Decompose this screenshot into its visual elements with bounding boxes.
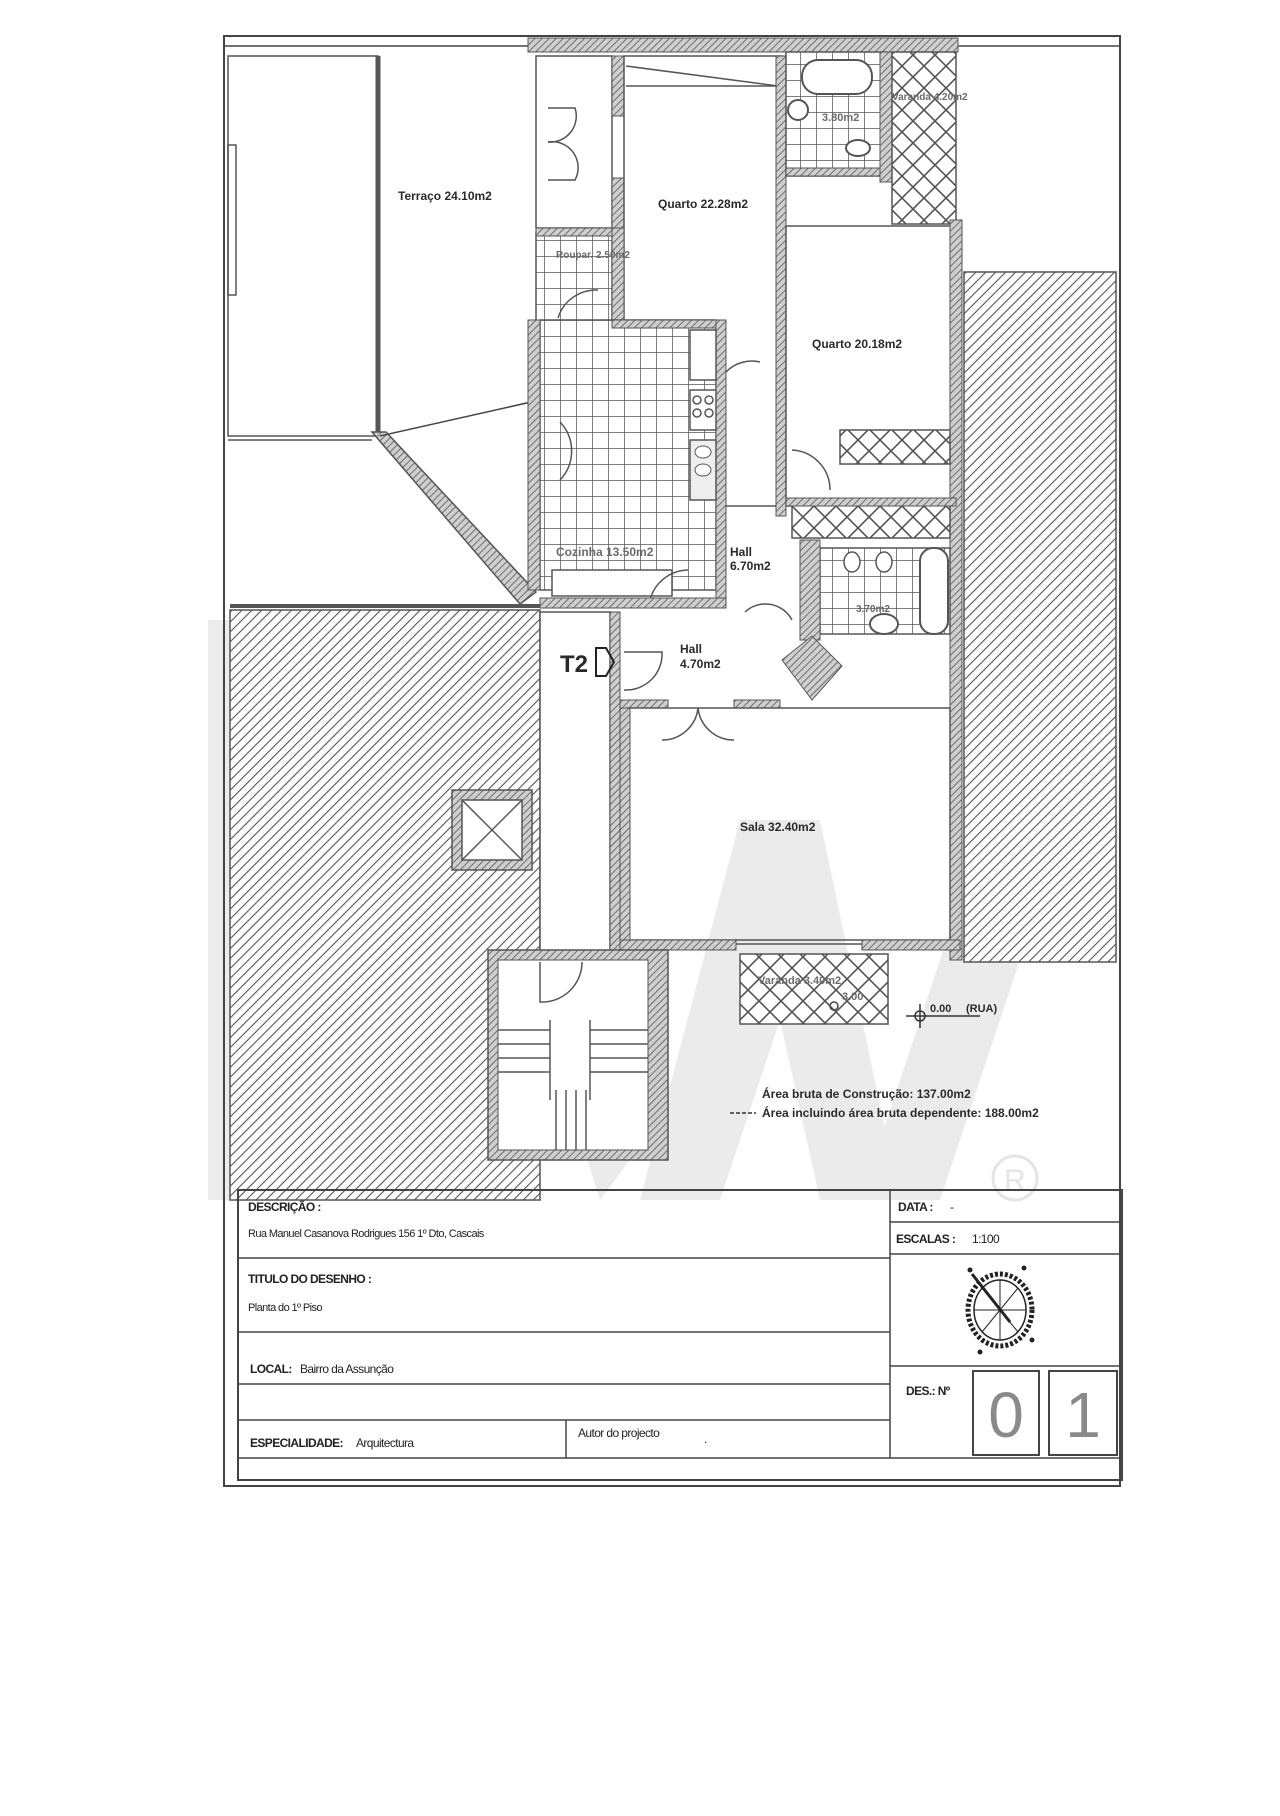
titulo-value: Planta do 1º Piso — [248, 1302, 322, 1314]
titulo-label: TITULO DO DESENHO : — [248, 1272, 372, 1286]
room-label-varanda-2: Varanda 3.40m2 — [758, 975, 842, 987]
escalas-value: 1:100 — [972, 1232, 1000, 1246]
level-reference: (RUA) — [966, 1003, 998, 1015]
room-label-hall-1: Hall — [730, 545, 753, 559]
room-level-varanda-2: 3.00 — [842, 991, 864, 1003]
room-label-terraco: Terraço 24.10m2 — [398, 189, 492, 203]
room-label-sala: Sala 32.40m2 — [740, 820, 816, 834]
area-gross-note: Área bruta de Construção: 137.00m2 — [762, 1087, 971, 1101]
data-value: - — [950, 1200, 954, 1214]
data-label: DATA : — [898, 1200, 933, 1214]
registered-mark: R — [1004, 1164, 1026, 1197]
room-label-varanda-1: Varanda 4.20m2 — [892, 92, 968, 103]
especialidade-value: Arquitectura — [356, 1436, 414, 1450]
drawing-number-digit-2: 1 — [1048, 1370, 1118, 1456]
level-value: 0.00 — [930, 1003, 952, 1015]
descricao-label: DESCRIÇÃO : — [248, 1200, 321, 1214]
unit-tag: T2 — [560, 651, 589, 678]
autor-label: Autor do projecto — [578, 1426, 660, 1440]
room-area-hall-2: 4.70m2 — [680, 657, 721, 671]
area-dependent-note: Área incluindo área bruta dependente: 188.00m2 — [762, 1106, 1039, 1120]
drawing-number-digit-1: 0 — [972, 1370, 1040, 1456]
room-label-wc-2: 3.70m2 — [856, 604, 890, 615]
north-compass-icon — [968, 1266, 1034, 1354]
local-value: Bairro da Assunção — [300, 1362, 394, 1376]
neighbour-area-right — [964, 272, 1116, 962]
autor-value: . — [704, 1432, 707, 1446]
room-label-hall-2: Hall — [680, 642, 703, 656]
especialidade-label: ESPECIALIDADE: — [250, 1436, 343, 1450]
room-label-cozinha: Cozinha 13.50m2 — [556, 545, 654, 559]
descricao-value: Rua Manuel Casanova Rodrigues 156 1º Dto, Cascais — [248, 1228, 484, 1240]
escalas-label: ESCALAS : — [896, 1232, 956, 1246]
room-area-hall-1: 6.70m2 — [730, 559, 771, 573]
local-label: LOCAL: — [250, 1362, 292, 1376]
room-label-quarto-1: Quarto 22.28m2 — [658, 197, 749, 211]
room-label-quarto-2: Quarto 20.18m2 — [812, 337, 903, 351]
room-label-wc-1: 3.80m2 — [822, 112, 860, 124]
room-label-rouparia: Roupar. 2.50m2 — [556, 250, 630, 261]
des-label: DES.: Nº — [906, 1384, 950, 1398]
